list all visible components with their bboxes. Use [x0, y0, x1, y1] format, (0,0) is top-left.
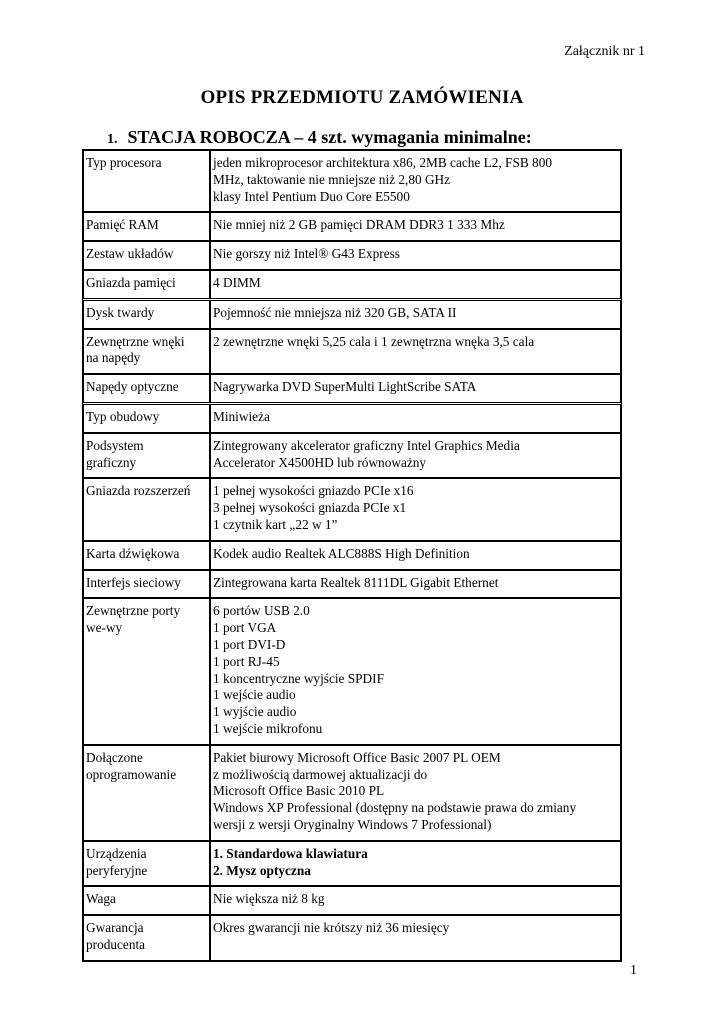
row-value	[210, 300, 621, 329]
value-line: z możliwością darmowej aktualizacji do	[213, 766, 428, 782]
table-row	[83, 404, 621, 433]
row-value	[210, 841, 621, 887]
value-line: 1 port VGA	[213, 620, 277, 636]
table-row	[83, 541, 621, 570]
page-title: OPIS PRZEDMIOTU ZAMÓWIENIA	[200, 87, 524, 108]
row-value	[210, 241, 621, 270]
value-line: 1. Standardowa klawiatura	[213, 845, 368, 861]
table-row	[83, 150, 621, 212]
value-line: klasy Intel Pentium Duo Core E5500	[213, 188, 410, 204]
row-label	[83, 433, 210, 479]
section-heading	[107, 127, 532, 148]
value-line: wersji z wersji Oryginalny Windows 7 Professional)	[213, 816, 492, 832]
label-line: Napędy optyczne	[86, 379, 179, 395]
value-line: Nie większa niż 8 kg	[213, 891, 325, 907]
table-row	[83, 841, 621, 887]
label-line: Pamięć RAM	[86, 217, 159, 233]
row-value	[210, 150, 621, 212]
table-row	[83, 270, 621, 299]
value-line: Kodek audio Realtek ALC888S High Definition	[213, 545, 470, 561]
row-value	[210, 270, 621, 299]
value-line: Okres gwarancji nie krótszy niż 36 miesięcy	[213, 920, 450, 936]
row-label	[83, 241, 210, 270]
value-line: 6 portów USB 2.0	[213, 603, 310, 619]
label-line: Interfejs sieciowy	[86, 574, 181, 590]
row-label	[83, 886, 210, 915]
spec-table	[82, 149, 622, 962]
label-line: Zestaw układów	[86, 246, 174, 262]
table-row	[83, 745, 621, 841]
value-line: 2. Mysz optyczna	[213, 862, 311, 878]
label-line: Waga	[86, 891, 116, 907]
row-label	[83, 570, 210, 599]
value-line: Miniwieża	[213, 408, 270, 424]
label-line: Typ obudowy	[86, 408, 160, 424]
table-row	[83, 300, 621, 329]
table-row	[83, 598, 621, 744]
row-label	[83, 478, 210, 540]
value-line: Nagrywarka DVD SuperMulti LightScribe SATA	[213, 379, 477, 395]
label-line: Gwarancja	[86, 920, 144, 936]
table-row	[83, 886, 621, 915]
section-title: STACJA ROBOCZA – 4 szt. wymagania minimalne:	[127, 127, 532, 147]
row-value	[210, 541, 621, 570]
table-row	[83, 433, 621, 479]
row-value	[210, 915, 621, 961]
label-line: Gniazda rozszerzeń	[86, 483, 191, 499]
row-label	[83, 841, 210, 887]
row-value	[210, 433, 621, 479]
row-value	[210, 329, 621, 375]
table-row	[83, 329, 621, 375]
value-line: 1 port DVI-D	[213, 636, 286, 652]
value-line: 1 wejście audio	[213, 687, 296, 703]
value-line: MHz, taktowanie nie mniejsze niż 2,80 GHz	[213, 171, 451, 187]
label-line: Zewnętrzne wnęki	[86, 333, 185, 349]
value-line: Accelerator X4500HD lub równoważny	[213, 454, 427, 470]
row-value	[210, 478, 621, 540]
value-line: 2 zewnętrzne wnęki 5,25 cala i 1 zewnętrzna wnęka 3,5 cala	[213, 333, 535, 349]
row-label	[83, 915, 210, 961]
label-line: producenta	[86, 936, 146, 952]
value-line: Pakiet biurowy Microsoft Office Basic 2007 PL OEM	[213, 749, 501, 765]
row-value	[210, 404, 621, 433]
label-line: Gniazda pamięci	[86, 274, 176, 290]
value-line: 4 DIMM	[213, 274, 261, 290]
label-line: Karta dźwiękowa	[86, 545, 180, 561]
row-label	[83, 541, 210, 570]
table-row	[83, 915, 621, 961]
page-number: 1	[630, 963, 637, 978]
value-line: Windows XP Professional (dostępny na podstawie prawa do zmiany	[213, 800, 577, 816]
value-line: 3 pełnej wysokości gniazda PCIe x1	[213, 500, 407, 516]
table-row	[83, 374, 621, 403]
value-line: Zintegrowana karta Realtek 8111DL Gigabit Ethernet	[213, 574, 499, 590]
value-line: 1 wejście mikrofonu	[213, 720, 323, 736]
table-row	[83, 478, 621, 540]
row-label	[83, 150, 210, 212]
row-label	[83, 212, 210, 241]
table-row	[83, 241, 621, 270]
value-line: 1 koncentryczne wyjście SPDIF	[213, 670, 384, 686]
label-line: oprogramowanie	[86, 766, 177, 782]
table-row	[83, 212, 621, 241]
row-value	[210, 886, 621, 915]
table-row	[83, 570, 621, 599]
label-line: Urządzenia	[86, 845, 147, 861]
value-line: Zintegrowany akcelerator graficzny Intel Graphics Media	[213, 437, 520, 453]
row-label	[83, 598, 210, 744]
row-label	[83, 374, 210, 403]
row-value	[210, 374, 621, 403]
row-label	[83, 745, 210, 841]
value-line: Pojemność nie mniejsza niż 320 GB, SATA II	[213, 304, 457, 320]
section-number: 1.	[107, 132, 118, 147]
value-line: 1 pełnej wysokości gniazdo PCIe x16	[213, 483, 414, 499]
label-line: we-wy	[86, 620, 123, 636]
row-label	[83, 270, 210, 299]
row-value	[210, 598, 621, 744]
label-line: Podsystem	[86, 437, 144, 453]
value-line: 1 czytnik kart „22 w 1”	[213, 516, 338, 532]
value-line: Nie mniej niż 2 GB pamięci DRAM DDR3 1 333 Mhz	[213, 217, 505, 233]
label-line: na napędy	[86, 350, 141, 366]
label-line: graficzny	[86, 454, 137, 470]
value-line: Microsoft Office Basic 2010 PL	[213, 783, 385, 799]
value-line: 1 port RJ-45	[213, 653, 280, 669]
row-value	[210, 212, 621, 241]
value-line: 1 wyjście audio	[213, 704, 297, 720]
label-line: Dysk twardy	[86, 304, 155, 320]
annex-label: Załącznik nr 1	[564, 44, 645, 59]
label-line: Typ procesora	[86, 155, 162, 170]
row-label	[83, 329, 210, 375]
row-value	[210, 745, 621, 841]
value-line: jeden mikroprocesor architektura x86, 2MB cache L2, FSB 800	[213, 155, 552, 170]
label-line: Dołączone	[86, 749, 143, 765]
row-value	[210, 570, 621, 599]
row-label	[83, 300, 210, 329]
row-label	[83, 404, 210, 433]
value-line: Nie gorszy niż Intel® G43 Express	[213, 246, 400, 262]
label-line: peryferyjne	[86, 862, 148, 878]
label-line: Zewnętrzne porty	[86, 603, 181, 619]
